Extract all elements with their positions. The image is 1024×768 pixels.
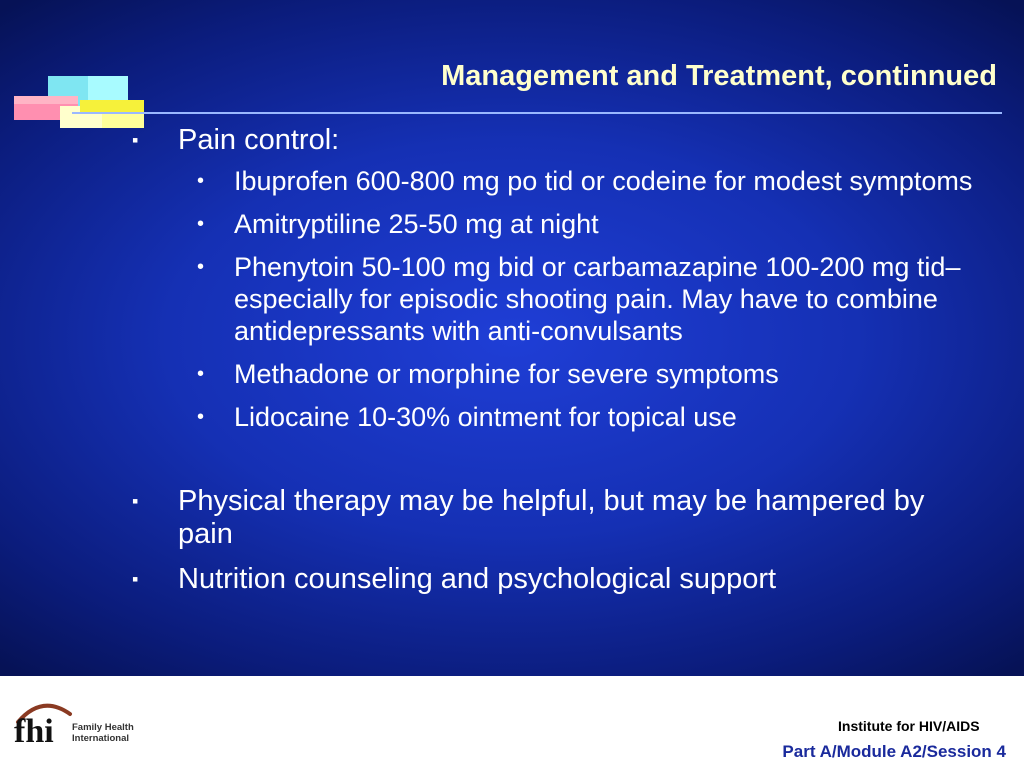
sub-bullet-item (197, 358, 994, 390)
dot-bullet-icon: • (197, 213, 205, 235)
sub-bullet-item (197, 165, 994, 197)
slide-title: Management and Treatment, continnued (441, 60, 997, 92)
square-bullet-icon: ▪ (132, 130, 139, 150)
sub-bullet-text: Ibuprofen 600-800 mg po tid or codeine for modest symptoms (234, 166, 973, 196)
title-divider (72, 112, 1002, 114)
bullet-item (132, 485, 958, 551)
square-bullet-icon: ▪ (132, 491, 139, 511)
sub-bullet-text: Amitryptiline 25-50 mg at night (234, 209, 599, 239)
sub-bullet-text: Phenytoin 50-100 mg bid or carbamazapine 100-200 mg tid– especially for episodic shooting pain. May have to combine antidepressants with anti-convulsants (234, 252, 961, 346)
institute-label: Institute for HIV/AIDS (838, 718, 980, 734)
sub-bullet-item (197, 208, 994, 240)
dot-bullet-icon: • (197, 363, 205, 385)
dot-bullet-icon: • (197, 406, 205, 428)
dot-bullet-icon: • (197, 256, 205, 278)
sub-bullet-item (197, 401, 994, 433)
bullet-text: Nutrition counseling and psychological support (178, 563, 777, 595)
sub-bullet-text: Lidocaine 10-30% ointment for topical use (234, 402, 737, 432)
bullet-item (132, 563, 958, 596)
bullet-item (132, 124, 958, 157)
sub-bullet-item (197, 251, 994, 347)
bullet-text: Pain control: (178, 124, 340, 156)
session-label: Part A/Module A2/Session 4 (782, 742, 1006, 761)
bullet-text: Physical therapy may be helpful, but may be hampered by pain (178, 485, 925, 550)
sub-bullet-text: Methadone or morphine for severe symptoms (234, 359, 779, 389)
slide-content (0, 124, 1024, 596)
dot-bullet-icon: • (197, 170, 205, 192)
square-bullet-icon: ▪ (132, 569, 139, 589)
org-name: Family Health International (72, 722, 134, 744)
fhi-logo-text: fhi (14, 713, 54, 750)
